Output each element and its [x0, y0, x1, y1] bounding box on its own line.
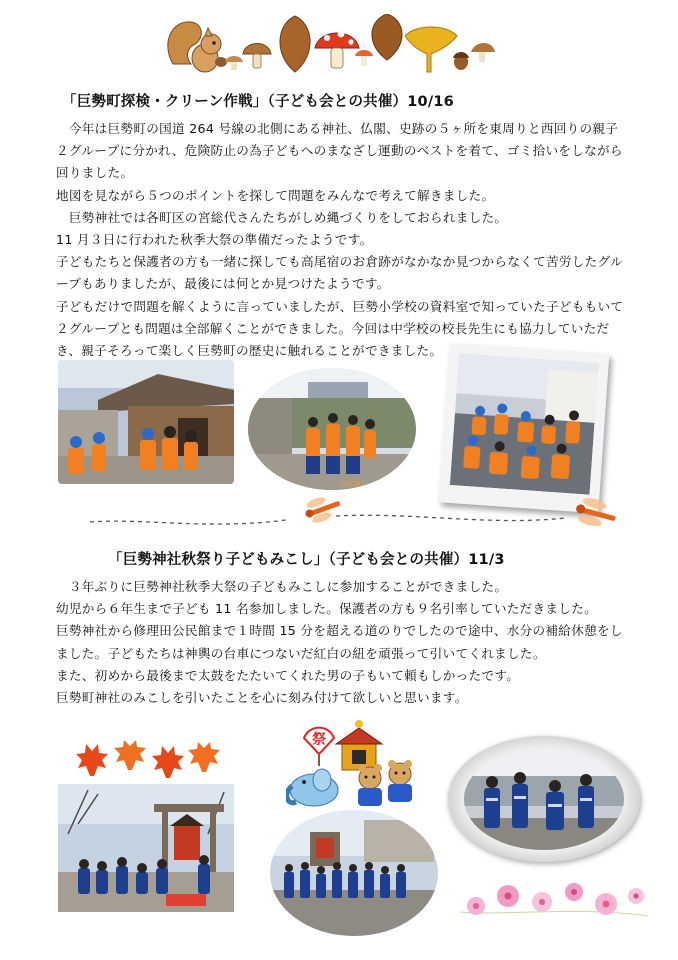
shrine-children-photo	[58, 360, 234, 484]
elephant-icon	[287, 769, 338, 806]
flower-icon	[595, 893, 617, 915]
bear-icon	[388, 760, 412, 802]
section1-paragraph: 子どもだけで問題を解くように言っていましたが、巨勢小学校の資料室で知っていた子どももいて２グループとも問題は全部解くことができました。今回は中学校の校長先生にも協力していただき、親子そろって楽しく巨勢町の歴史に触れることができました。	[56, 298, 624, 359]
festival-character: 祭	[312, 732, 326, 748]
section1-paragraph: 今年は巨勢町の国道 264 号線の北側にある神社、仏閣、史跡の５ヶ所を東周りと西回りの親子２グループに分かれ、危険防止の為子どもへのまなざし運動のベストを着て、ゴミ拾いをしながら回りました。	[56, 121, 623, 181]
section1-paragraph: 地図を見ながら５つのポイントを探して問題をみんなで考えて解きました。	[56, 187, 495, 203]
children-closeup-photo	[464, 748, 624, 850]
section1-paragraph: 11 月３日に行われた秋季大祭の準備だったようです。	[56, 232, 373, 248]
monument-children-photo	[248, 368, 416, 490]
flower-icon	[532, 892, 552, 912]
bear-icon	[358, 764, 382, 806]
mikoshi-procession-photo	[270, 810, 438, 936]
flower-icon	[628, 888, 644, 904]
leaf-icon	[280, 16, 310, 72]
autumn-border-decoration	[165, 14, 495, 78]
section1-paragraph: 子どもたちと保護者の方も一緒に探しても高尾宿のお倉跡がなかなか見つからなくて苦労したグループもありましたが、最後には何とか見つけたようです。	[56, 254, 623, 292]
leaf-icon	[372, 14, 402, 60]
sitting-children-photo	[450, 353, 599, 494]
festival-cartoon	[286, 714, 422, 810]
squirrel-icon	[168, 22, 227, 72]
maple-leaf-icon	[188, 742, 220, 772]
matsuri-fan-icon	[304, 728, 334, 766]
mushroom-icon	[225, 44, 271, 71]
dragonfly-icon	[302, 496, 344, 526]
maple-leaf-icon	[114, 740, 146, 770]
red-mushroom-icon	[315, 31, 373, 68]
section1-title: 「巨勢町探検・クリーン作戦」（子ども会との共催）10/16	[62, 94, 454, 110]
dragonfly-icon	[573, 496, 619, 531]
section2-paragraph: また、初めから最後まで太鼓をたたいてくれた男の子もいて頼もしかったです。	[56, 667, 520, 683]
flower-icon	[565, 883, 583, 901]
acorn-icon	[453, 43, 495, 70]
section2-title: 「巨勢神社秋祭り子どもみこし」（子ども会との共催）11/3	[108, 552, 505, 568]
section2-paragraph: 幼児から６年生まで子ども 11 名参加しました。保護者の方も９名引率していただきました。	[56, 601, 597, 617]
mikoshi-icon	[336, 720, 382, 770]
section2-body	[56, 576, 626, 709]
maple-leaves-decoration	[76, 740, 226, 782]
maple-leaf-icon	[152, 746, 184, 778]
flower-icon	[497, 885, 519, 907]
sitting-children-photo-frame	[439, 343, 610, 514]
section2-paragraph: 巨勢神社から修理田公民館まで１時間 15 分を超える道のりでしたので途中、水分の補給休憩をしました。子どもたちは神輿の台車につないだ紅白の紐を頑張って引いてくれました。	[56, 623, 623, 661]
section1-body	[56, 118, 626, 362]
mikoshi-shrine-photo	[58, 784, 234, 912]
pink-flowers-decoration	[456, 872, 652, 926]
dragonfly-divider	[86, 496, 646, 536]
ginkgo-leaf-icon	[405, 27, 457, 72]
section1-paragraph: 巨勢神社では各町区の宮総代さんたちがしめ縄づくりをしておられました。	[56, 209, 508, 225]
maple-leaf-icon	[76, 744, 108, 776]
flower-icon	[467, 897, 485, 915]
section2-paragraph: ３年ぶりに巨勢神社秋季大祭の子どもみこしに参加することができました。	[56, 579, 508, 594]
children-closeup-photo-frame	[448, 736, 640, 862]
section2-paragraph: 巨勢町神社のみこしを引いたことを心に刻み付けて欲しいと思います。	[56, 690, 468, 706]
photo-timestamp: 2022/1	[340, 480, 365, 488]
